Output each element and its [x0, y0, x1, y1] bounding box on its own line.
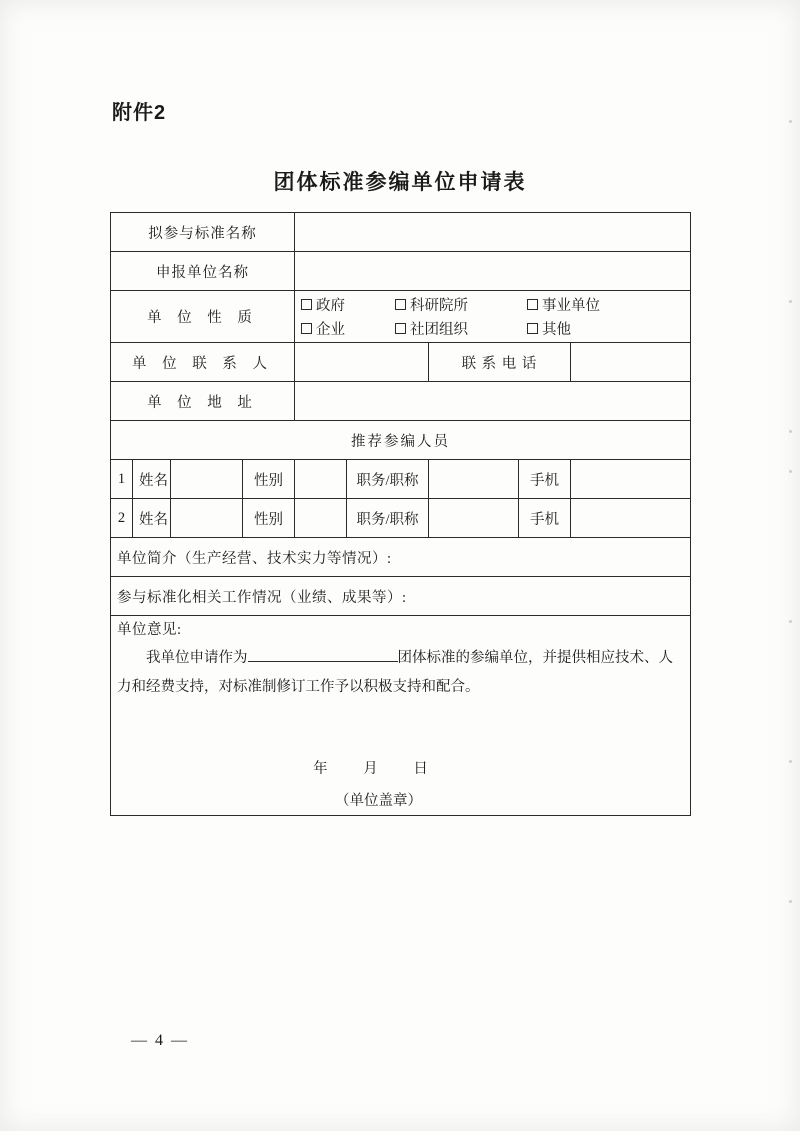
checkbox-box-icon — [395, 299, 406, 310]
unit-nature-label: 单 位 性 质 — [111, 291, 295, 343]
person-mobile-input[interactable] — [571, 460, 691, 499]
checkbox-government[interactable] — [301, 294, 395, 315]
unit-intro-label: 单位简介（生产经营、技术实力等情况）: — [117, 550, 392, 567]
application-form-table — [110, 212, 691, 816]
checkbox-research-institute[interactable] — [395, 294, 527, 315]
page-title: 团体标准参编单位申请表 — [273, 171, 527, 194]
table-row-recommend-header — [111, 421, 691, 460]
person-name-label: 姓名 — [133, 460, 171, 499]
opinion-text-part2: 团体标准的参编单位，并提供相应技 — [397, 650, 630, 667]
person-name-input[interactable] — [171, 460, 243, 499]
scan-edge-marks — [784, 0, 794, 1131]
date-year-label: 年 — [313, 760, 328, 777]
table-row-unit-opinion — [111, 616, 691, 816]
table-row-standard-name — [111, 213, 691, 252]
table-row-unit-intro — [111, 538, 691, 577]
unit-nature-options-row-1 — [301, 294, 684, 315]
unit-address-label: 单 位 地 址 — [111, 382, 295, 421]
table-row-applicant-unit — [111, 252, 691, 291]
standard-name-label: 拟参与标准名称 — [111, 213, 295, 252]
date-day-label: 日 — [413, 760, 428, 777]
contact-person-label: 单 位 联 系 人 — [111, 343, 295, 382]
table-row-address — [111, 382, 691, 421]
standard-name-fill-line[interactable] — [248, 647, 398, 663]
person-index: 2 — [111, 499, 133, 538]
checkbox-label: 科研院所 — [410, 298, 468, 314]
signature-date-line — [117, 755, 684, 783]
applicant-unit-label: 申报单位名称 — [111, 252, 295, 291]
table-row-standardization-work — [111, 577, 691, 616]
checkbox-enterprise[interactable] — [301, 318, 395, 339]
unit-nature-options — [295, 291, 691, 343]
unit-opinion-block — [111, 616, 691, 816]
checkbox-box-icon — [395, 323, 406, 334]
person-position-label: 职务/职称 — [347, 460, 429, 499]
checkbox-social-organization[interactable] — [395, 318, 527, 339]
person-index: 1 — [111, 460, 133, 499]
person-mobile-label: 手机 — [519, 499, 571, 538]
unit-nature-options-row-2 — [301, 318, 684, 339]
table-row-contact — [111, 343, 691, 382]
person-position-input[interactable] — [429, 499, 519, 538]
unit-opinion-label: 单位意见: — [117, 622, 182, 638]
unit-opinion-body — [117, 644, 684, 701]
recommend-section-header: 推荐参编人员 — [111, 421, 691, 460]
attachment-label: 附件2 — [112, 102, 167, 124]
person-position-label: 职务/职称 — [347, 499, 429, 538]
standard-name-input[interactable] — [295, 213, 691, 252]
person-gender-label: 性别 — [243, 460, 295, 499]
person-name-input[interactable] — [171, 499, 243, 538]
person-gender-input[interactable] — [295, 460, 347, 499]
checkbox-box-icon — [527, 323, 538, 334]
person-mobile-label: 手机 — [519, 460, 571, 499]
applicant-unit-input[interactable] — [295, 252, 691, 291]
contact-phone-input[interactable] — [571, 343, 691, 382]
person-position-input[interactable] — [429, 460, 519, 499]
checkbox-public-institution[interactable] — [527, 294, 600, 315]
checkbox-label: 企业 — [316, 322, 345, 338]
contact-phone-label: 联 系 电 话 — [429, 343, 571, 382]
table-row — [111, 460, 691, 499]
seal-note: （单位盖章） — [335, 793, 423, 810]
standardization-work-block[interactable] — [111, 577, 691, 616]
person-gender-label: 性别 — [243, 499, 295, 538]
unit-address-input[interactable] — [295, 382, 691, 421]
table-row — [111, 499, 691, 538]
checkbox-box-icon — [527, 299, 538, 310]
contact-person-input[interactable] — [295, 343, 429, 382]
opinion-text-part3: 术、人力和经费支持，对标准制修订工作予以积极支持和配合。 — [117, 650, 673, 695]
date-month-label: 月 — [363, 760, 378, 777]
person-gender-input[interactable] — [295, 499, 347, 538]
checkbox-label: 事业单位 — [542, 298, 600, 314]
page-number: — 4 — — [131, 1032, 189, 1049]
unit-intro-block[interactable] — [111, 538, 691, 577]
person-name-label: 姓名 — [133, 499, 171, 538]
opinion-text-part1: 我单位申请作为 — [146, 650, 248, 667]
checkbox-label: 社团组织 — [410, 322, 468, 338]
person-mobile-input[interactable] — [571, 499, 691, 538]
checkbox-label: 政府 — [316, 298, 345, 314]
checkbox-box-icon — [301, 323, 312, 334]
table-row-unit-nature — [111, 291, 691, 343]
checkbox-other[interactable] — [527, 318, 571, 339]
checkbox-label: 其他 — [542, 322, 571, 338]
standardization-work-label: 参与标准化相关工作情况（业绩、成果等）: — [117, 589, 407, 606]
checkbox-box-icon — [301, 299, 312, 310]
